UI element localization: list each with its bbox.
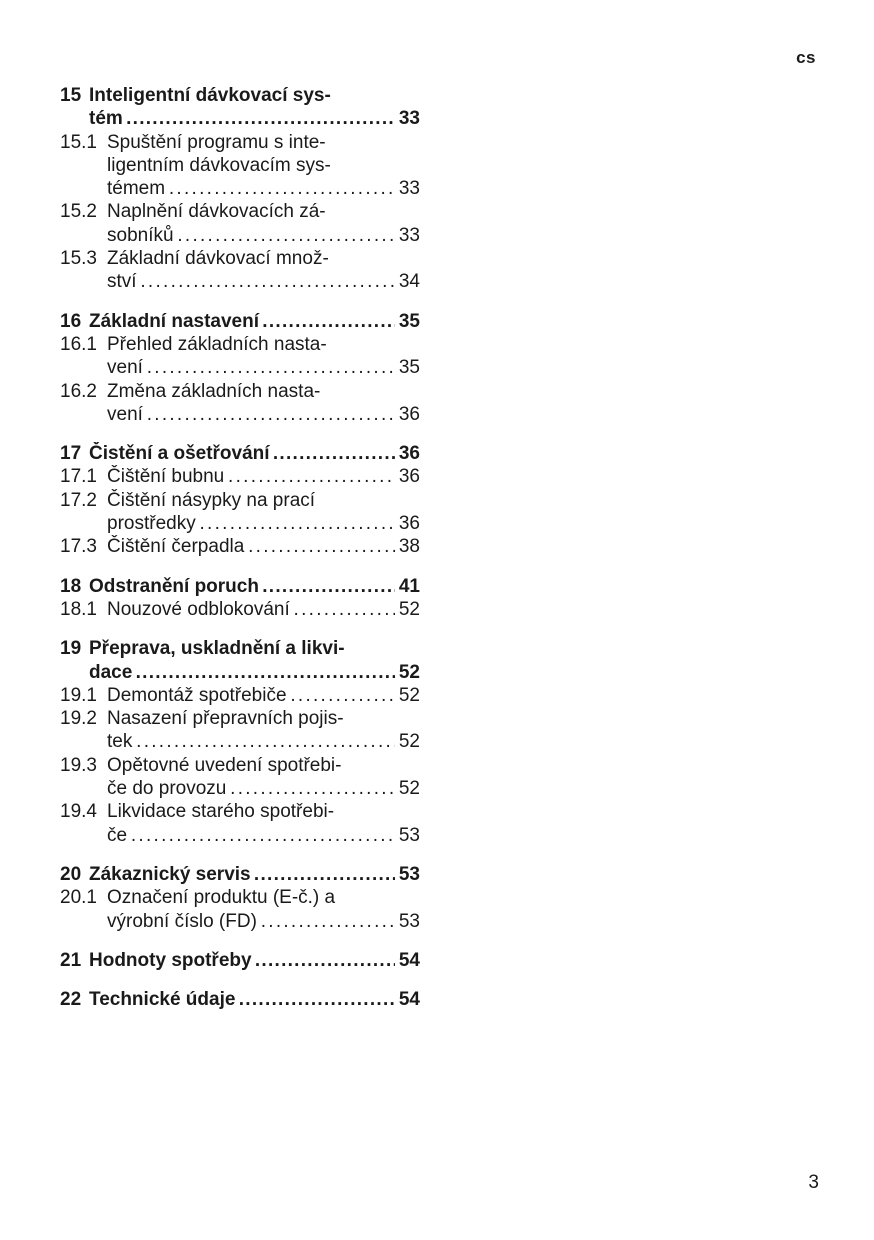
toc-group xyxy=(60,442,420,558)
entry-title: tém . . . xyxy=(89,108,420,129)
toc-section-entry[interactable] xyxy=(60,465,420,488)
entry-number: 19.1 xyxy=(60,684,97,706)
toc-section-entry[interactable] xyxy=(60,380,420,427)
entry-page: 41 xyxy=(395,575,420,598)
entry-title: dace . . . xyxy=(89,662,420,683)
toc-section-entry[interactable] xyxy=(60,131,420,201)
toc-section-entry[interactable] xyxy=(60,200,420,247)
toc-group xyxy=(60,575,420,622)
entry-number: 19.4 xyxy=(60,801,97,823)
entry-number: 19.3 xyxy=(60,754,97,776)
entry-page: 36 xyxy=(395,403,420,426)
toc-chapter-entry[interactable] xyxy=(60,988,420,1011)
toc-section-entry[interactable] xyxy=(60,684,420,707)
entry-title: Nouzové odblokování . . . xyxy=(107,599,420,620)
entry-number: 16.2 xyxy=(60,380,97,402)
entry-page: 52 xyxy=(395,730,420,753)
toc-section-entry[interactable] xyxy=(60,247,420,294)
entry-title: Spuštění programu s inte- xyxy=(107,131,326,153)
entry-title: Technické údaje . . . xyxy=(89,989,420,1010)
entry-page: 54 xyxy=(395,988,420,1011)
entry-title: Zákaznický servis . . . xyxy=(89,864,420,885)
entry-number: 19.2 xyxy=(60,708,97,730)
entry-title: sobníků . . . xyxy=(107,225,420,246)
entry-title: če do provozu . . . xyxy=(107,778,420,799)
entry-page: 33 xyxy=(395,224,420,247)
entry-number: 16.1 xyxy=(60,333,97,355)
entry-title: Čistění a ošetřování . . . xyxy=(89,443,420,464)
toc-section-entry[interactable] xyxy=(60,333,420,380)
entry-number: 17 xyxy=(60,443,82,465)
entry-page: 33 xyxy=(395,107,420,130)
entry-title: če . . . xyxy=(107,825,420,846)
entry-number: 15 xyxy=(60,85,82,106)
entry-page: 33 xyxy=(395,177,420,200)
entry-title: Přeprava, uskladnění a likvi- xyxy=(89,638,345,660)
entry-title: Likvidace starého spotřebi- xyxy=(107,801,335,823)
toc-group xyxy=(60,84,420,294)
entry-page: 34 xyxy=(395,270,420,293)
toc-chapter-entry[interactable] xyxy=(60,310,420,333)
entry-title: Hodnoty spotřeby . . . xyxy=(89,950,420,971)
entry-title: ství . . . xyxy=(107,271,420,292)
entry-page: 54 xyxy=(395,949,420,972)
entry-title: výrobní číslo (FD) . . . xyxy=(107,911,420,932)
entry-number: 15.3 xyxy=(60,248,97,270)
toc-chapter-entry[interactable] xyxy=(60,637,420,684)
entry-number: 18.1 xyxy=(60,598,97,620)
toc-chapter-entry[interactable] xyxy=(60,575,420,598)
page-number: 3 xyxy=(808,1172,819,1193)
entry-number: 16 xyxy=(60,310,82,332)
entry-number: 20.1 xyxy=(60,887,97,909)
toc-section-entry[interactable] xyxy=(60,754,420,801)
entry-page: 53 xyxy=(395,863,420,886)
entry-title: ligentním dávkovacím sys- xyxy=(107,154,331,176)
entry-number: 21 xyxy=(60,949,82,971)
toc-group xyxy=(60,310,420,426)
language-code: cs xyxy=(796,48,816,67)
toc-section-entry[interactable] xyxy=(60,707,420,754)
entry-title: Naplnění dávkovacích zá- xyxy=(107,201,326,223)
entry-page: 36 xyxy=(395,442,420,465)
entry-page: 52 xyxy=(395,661,420,684)
entry-title: vení . . . xyxy=(107,404,420,425)
toc-section-entry[interactable] xyxy=(60,535,420,558)
entry-number: 17.3 xyxy=(60,536,97,558)
entry-number: 22 xyxy=(60,989,82,1011)
entry-title: Základní dávkovací množ- xyxy=(107,248,329,270)
entry-title: Základní nastavení . . . xyxy=(89,311,420,332)
entry-title: Demontáž spotřebiče . . . xyxy=(107,685,420,706)
entry-number: 15.2 xyxy=(60,201,97,223)
entry-title: prostředky . . . xyxy=(107,513,420,534)
entry-title: tek . . . xyxy=(107,731,420,752)
entry-title: vení . . . xyxy=(107,357,420,378)
toc-chapter-entry[interactable] xyxy=(60,949,420,972)
toc-section-entry[interactable] xyxy=(60,598,420,621)
toc-group xyxy=(60,949,420,972)
entry-page: 52 xyxy=(395,777,420,800)
entry-title: Opětovné uvedení spotřebi- xyxy=(107,754,342,776)
entry-number: 19 xyxy=(60,638,82,660)
entry-page: 35 xyxy=(395,356,420,379)
entry-page: 36 xyxy=(395,465,420,488)
entry-page: 35 xyxy=(395,310,420,333)
toc-section-entry[interactable] xyxy=(60,489,420,536)
entry-title: Čištění bubnu . . . xyxy=(107,466,420,487)
entry-title: Čištění čerpadla . . . xyxy=(107,536,420,557)
entry-number: 18 xyxy=(60,575,82,597)
entry-page: 38 xyxy=(395,535,420,558)
toc-section-entry[interactable] xyxy=(60,800,420,847)
toc-group xyxy=(60,863,420,933)
entry-number: 20 xyxy=(60,863,82,885)
entry-title: témem . . . xyxy=(107,178,420,199)
toc-section-entry[interactable] xyxy=(60,886,420,933)
entry-page: 52 xyxy=(395,598,420,621)
toc-group xyxy=(60,988,420,1011)
entry-number: 15.1 xyxy=(60,131,97,153)
entry-title: Odstranění poruch . . . xyxy=(89,576,420,597)
toc-chapter-entry[interactable] xyxy=(60,863,420,886)
entry-title: Inteligentní dávkovací sys- xyxy=(89,85,331,106)
entry-page: 53 xyxy=(395,910,420,933)
table-of-contents xyxy=(60,84,420,1027)
toc-chapter-entry[interactable] xyxy=(60,442,420,465)
entry-title: Označení produktu (E-č.) a xyxy=(107,887,336,909)
entry-number: 17.2 xyxy=(60,489,97,511)
entry-page: 53 xyxy=(395,824,420,847)
entry-number: 17.1 xyxy=(60,466,97,488)
entry-title: Změna základních nasta- xyxy=(107,380,321,402)
entry-title: Čištění násypky na prací xyxy=(107,489,316,511)
entry-page: 52 xyxy=(395,684,420,707)
toc-group xyxy=(60,637,420,847)
entry-title: Nasazení přepravních pojis- xyxy=(107,708,344,730)
toc-chapter-entry[interactable] xyxy=(60,84,420,131)
entry-title: Přehled základních nasta- xyxy=(107,333,327,355)
entry-page: 36 xyxy=(395,512,420,535)
